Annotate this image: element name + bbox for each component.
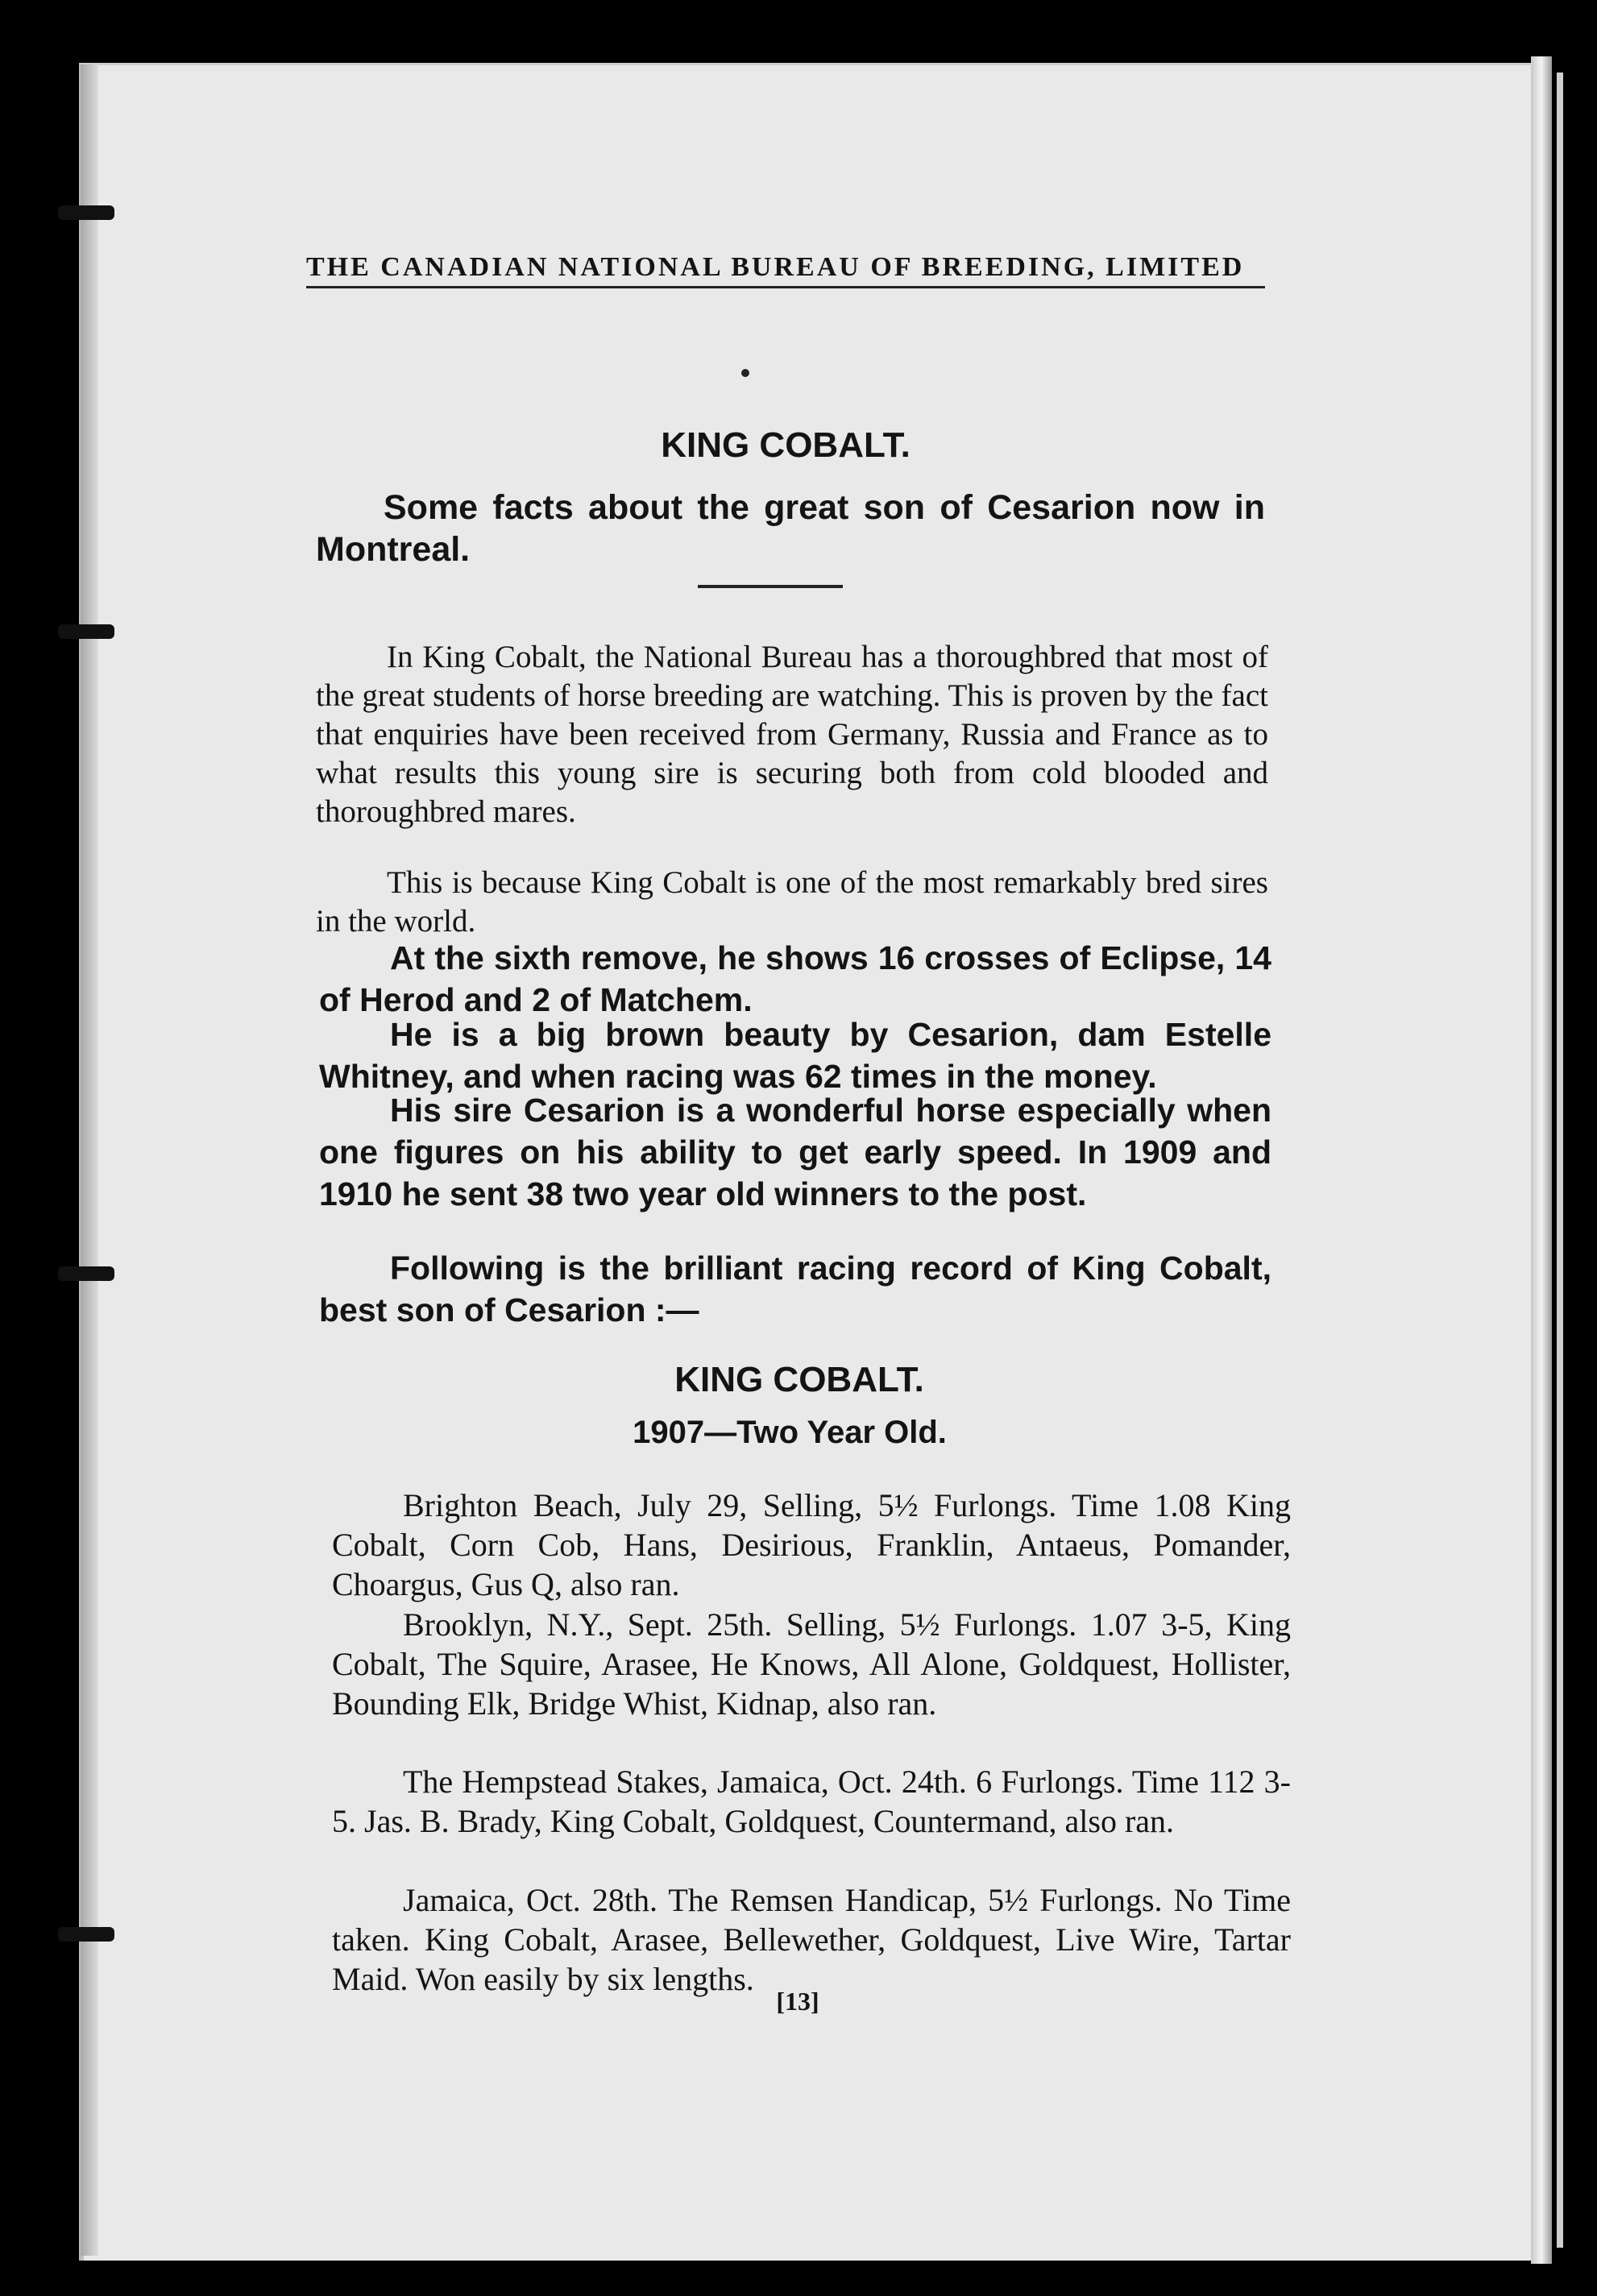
- bold-paragraph: He is a big brown beauty by Cesarion, dam Estelle Whitney, and when racing was 62 times in the money.: [319, 1016, 1271, 1095]
- binding-stitch: [58, 1266, 114, 1281]
- body-paragraph: This is because King Cobalt is one of the most remarkably bred sires in the world.: [316, 865, 1268, 939]
- race-entry: Jamaica, Oct. 28th. The Remsen Handicap, 5½ Furlongs. No Time taken. King Cobalt, Arasee, Bellewether, Goldquest, Live Wire, Tartar Maid. Won easily by six lengths.: [332, 1882, 1291, 1997]
- race-entry: The Hempstead Stakes, Jamaica, Oct. 24th. 6 Furlongs. Time 112 3-5. Jas. B. Brady, King Cobalt, Goldquest, Countermand, also ran.: [332, 1763, 1291, 1839]
- race-entry: Brooklyn, N.Y., Sept. 25th. Selling, 5½ Furlongs. 1.07 3-5, King Cobalt, The Squire, Arasee, He Knows, All Alone, Goldquest, Hollister, Bounding Elk, Bridge Whist, Kidnap, also ran.: [332, 1606, 1291, 1722]
- bold-paragraph: At the sixth remove, he shows 16 crosses of Eclipse, 14 of Herod and 2 of Matchem.: [319, 939, 1271, 1018]
- page-title: KING COBALT.: [661, 425, 910, 465]
- binding-stitch: [58, 205, 114, 220]
- race-entry: Brighton Beach, July 29, Selling, 5½ Furlongs. Time 1.08 King Cobalt, Corn Cob, Hans, Desirious, Franklin, Antaeus, Pomander, Choargus, Gus Q, also ran.: [332, 1487, 1291, 1602]
- page-edge: [1557, 73, 1563, 2248]
- subheading: Some facts about the great son of Cesarion now in Montreal.: [316, 488, 1265, 569]
- section-title: KING COBALT.: [674, 1360, 924, 1399]
- body-paragraph: In King Cobalt, the National Bureau has a thoroughbred that most of the great students of horse breeding are watching. This is proven by the fact that enquiries have been received from Germany, Russia and France as to what results this young sire is securing both from cold blooded and thoroughbred mares.: [316, 640, 1268, 829]
- binding-stitch: [58, 1927, 114, 1942]
- binding-stitch: [58, 624, 114, 639]
- ornament-dot: [741, 369, 749, 377]
- section-year: 1907—Two Year Old.: [633, 1415, 947, 1450]
- bold-paragraph: His sire Cesarion is a wonderful horse especially when one figures on his ability to get early speed. In 1909 and 1910 he sent 38 two year old winners to the post.: [319, 1092, 1271, 1212]
- bold-paragraph: Following is the brilliant racing record of King Cobalt, best son of Cesarion :—: [319, 1250, 1271, 1328]
- page-edge: [1531, 56, 1552, 2264]
- divider-rule: [698, 585, 843, 588]
- page-number: [13]: [776, 1987, 819, 2016]
- running-header: THE CANADIAN NATIONAL BUREAU OF BREEDING, LIMITED: [306, 252, 1265, 288]
